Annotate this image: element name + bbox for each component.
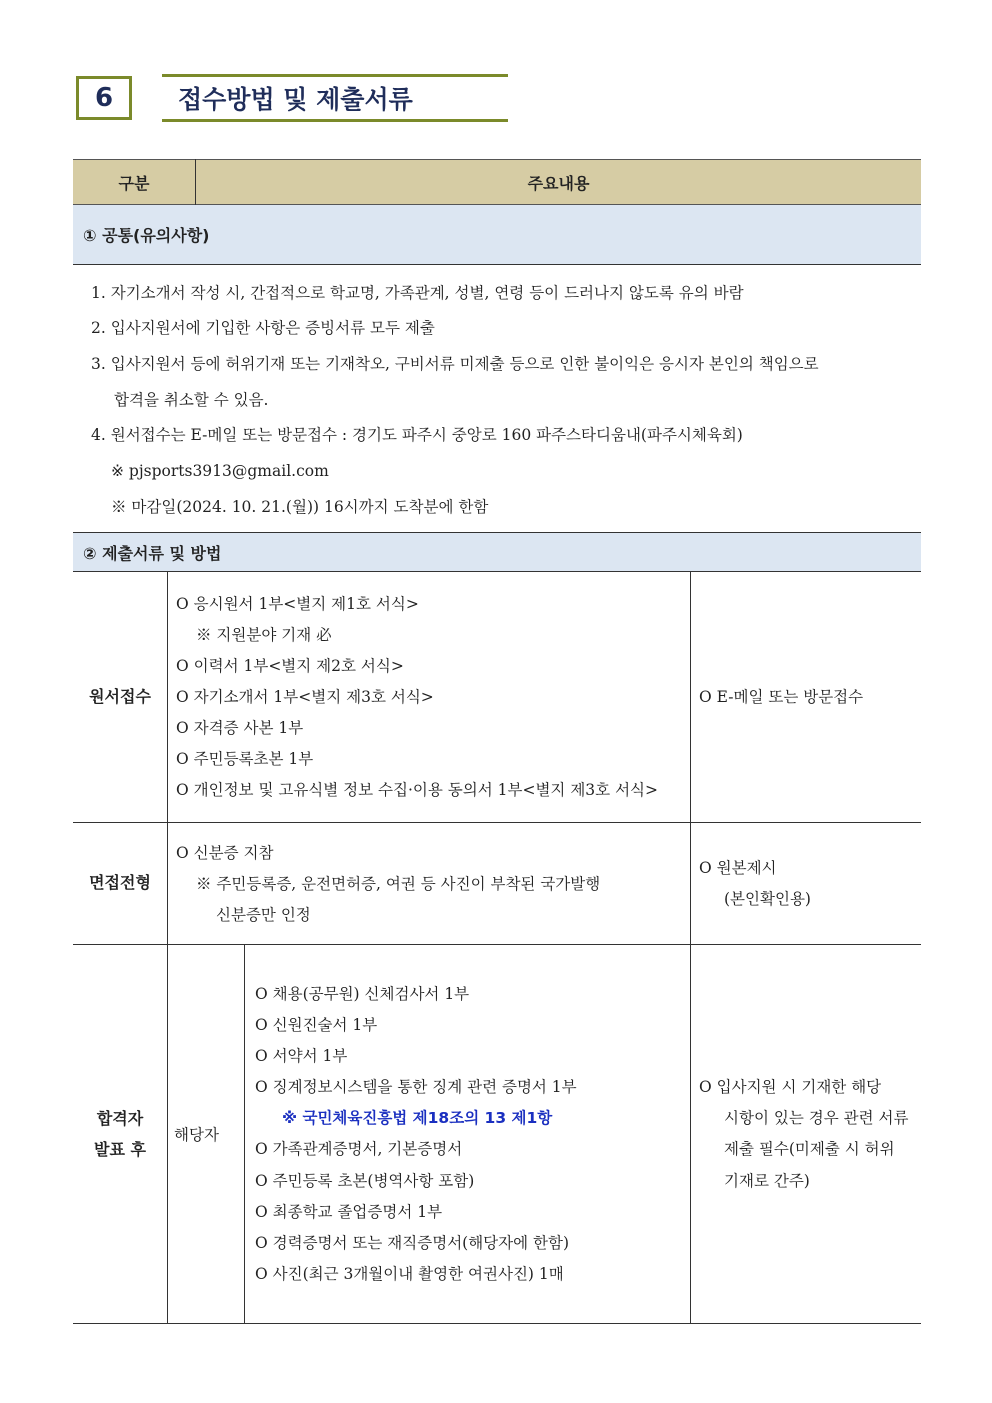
after-pass-item-2: O 신원진술서 1부 [255, 1016, 378, 1034]
after-pass-item-8: O 경력증명서 또는 재직증명서(해당자에 한함) [255, 1234, 570, 1252]
after-pass-sublabel: 해당자 [174, 1126, 219, 1144]
application-item-5: O 주민등록초본 1부 [176, 750, 314, 768]
after-pass-method-4: 기재로 간주) [724, 1172, 810, 1190]
interview-item-1: O 신분증 지참 [176, 844, 274, 862]
after-pass-item-9: O 사진(최근 3개월이내 촬영한 여권사진) 1매 [255, 1265, 564, 1283]
after-pass-item-5: O 가족관계증명서, 기본증명서 [255, 1140, 463, 1158]
after-pass-item-6: O 주민등록 초본(병역사항 포함) [255, 1172, 475, 1190]
after-pass-item-3: O 서약서 1부 [255, 1047, 348, 1065]
application-label: 원서접수 [89, 687, 151, 706]
application-item-6: O 개인정보 및 고유식별 정보 수집·이용 동의서 1부<별지 제3호 서식> [176, 781, 659, 799]
interview-note-cont: 신분증만 인정 [216, 906, 311, 924]
deadline-note: ※ 마감일(2024. 10. 21.(월)) 16시까지 도착분에 한함 [111, 498, 489, 516]
common-item-2: 2. 입사지원서에 기입한 사항은 증빙서류 모두 제출 [91, 319, 435, 337]
header-content: 주요내용 [527, 173, 590, 193]
after-pass-label-2: 발표 후 [94, 1140, 146, 1159]
application-item-4: O 자격증 사본 1부 [176, 719, 304, 737]
application-item-3: O 자기소개서 1부<별지 제3호 서식> [176, 688, 434, 706]
docs-heading: ② 제출서류 및 방법 [73, 533, 921, 571]
application-item-1: O 응시원서 1부<별지 제1호 서식> [176, 595, 419, 613]
interview-label: 면접전형 [89, 873, 151, 892]
after-pass-method-3: 제출 필수(미제출 시 허위 [724, 1140, 895, 1158]
header-category: 구분 [118, 173, 150, 193]
common-item-1: 1. 자기소개서 작성 시, 간접적으로 학교명, 가족관계, 성별, 연령 등이 드러나지 않도록 유의 바람 [91, 284, 744, 302]
section-title: 접수방법 및 제출서류 [162, 74, 508, 122]
after-pass-method-1: O 입사지원 시 기재한 해당 [699, 1078, 882, 1096]
common-item-3: 3. 입사지원서 등에 허위기재 또는 기재착오, 구비서류 미제출 등으로 인한 불이익은 응시자 본인의 책임으로 [91, 355, 819, 373]
after-pass-item-1: O 채용(공무원) 신체검사서 1부 [255, 985, 470, 1003]
section-number: 6 [76, 76, 132, 120]
interview-method-2: (본인확인용) [724, 890, 811, 908]
application-method: O E-메일 또는 방문접수 [699, 688, 864, 706]
contact-email: ※ pjsports3913@gmail.com [111, 462, 329, 480]
after-pass-label-1: 합격자 [96, 1109, 144, 1128]
law-reference-note: ※ 국민체육진흥법 제18조의 13 제1항 [282, 1109, 553, 1127]
interview-note: ※ 주민등록증, 운전면허증, 여권 등 사진이 부착된 국가발행 [196, 875, 601, 893]
after-pass-item-4: O 징계정보시스템을 통한 징계 관련 증명서 1부 [255, 1078, 577, 1096]
application-item-2: O 이력서 1부<별지 제2호 서식> [176, 657, 404, 675]
common-heading: ① 공통(유의사항) [73, 205, 921, 264]
after-pass-method-2: 시항이 있는 경우 관련 서류 [724, 1109, 909, 1127]
after-pass-item-7: O 최종학교 졸업증명서 1부 [255, 1203, 443, 1221]
common-item-3-cont: 합격을 취소할 수 있음. [114, 391, 269, 409]
interview-method-1: O 원본제시 [699, 859, 777, 877]
application-note: ※ 지원분야 기재 必 [196, 626, 332, 644]
common-item-4: 4. 원서접수는 E-메일 또는 방문접수 : 경기도 파주시 중앙로 160 파주스타디움내(파주시체육회) [91, 426, 743, 444]
